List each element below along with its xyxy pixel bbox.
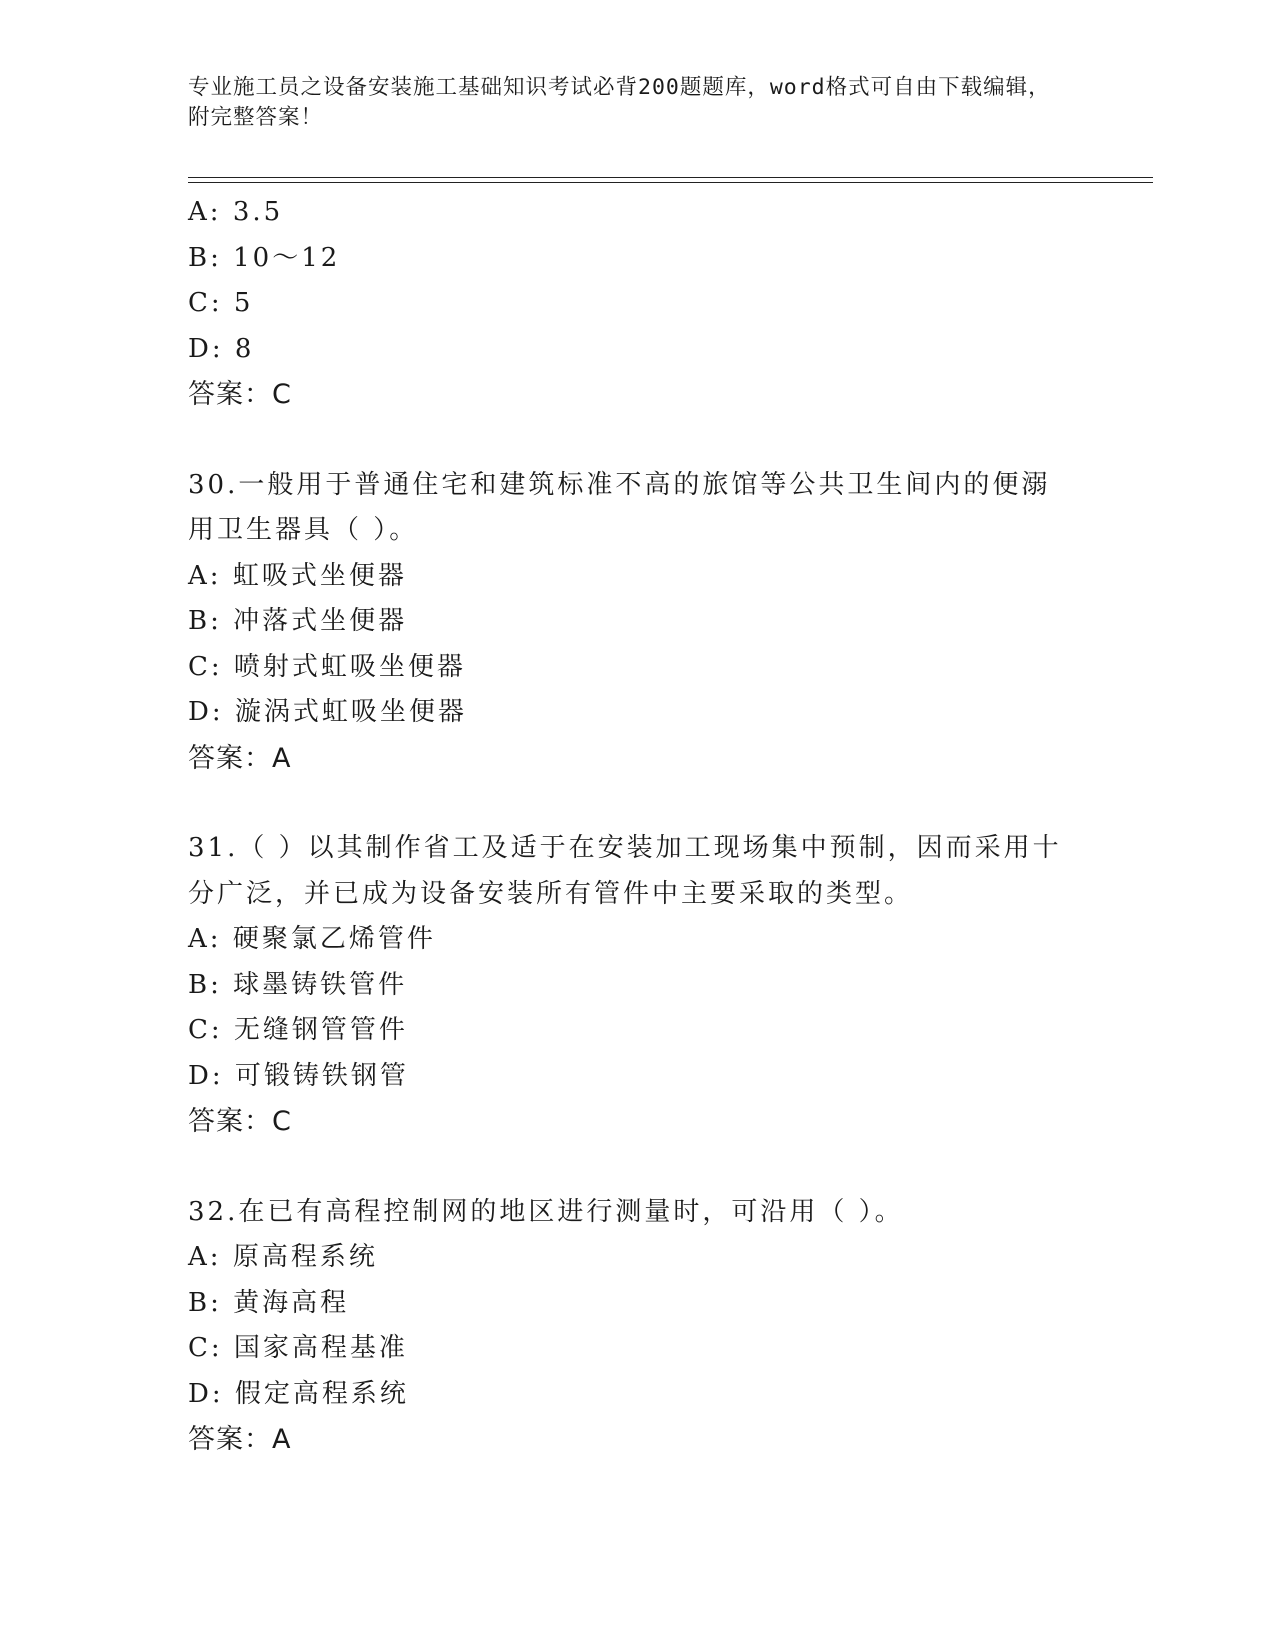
- question-block-31: [188, 826, 1068, 1145]
- option-a: A: 虹吸式坐便器: [188, 560, 407, 591]
- option-b: B: 冲落式坐便器: [188, 606, 408, 636]
- option-d: D: 漩涡式虹吸坐便器: [188, 697, 467, 727]
- option-c: C: 喷射式虹吸坐便器: [188, 651, 466, 682]
- answer-line: 答案：C: [188, 379, 292, 410]
- option-c: C: 国家高程基准: [188, 1333, 408, 1363]
- header-divider-top: [188, 177, 1153, 178]
- question-block-30: [188, 463, 1068, 782]
- question-block-prev: [188, 190, 1068, 418]
- option-b: B: 黄海高程: [188, 1287, 350, 1318]
- option-a: A: 硬聚氯乙烯管件: [188, 924, 436, 954]
- option-b: B: 10～12: [188, 242, 341, 273]
- question-stem: 30.一般用于普通住宅和建筑标准不高的旅馆等公共卫生间内的便溺用卫生器具（ ）。: [188, 469, 1051, 545]
- question-list: [188, 190, 1068, 1463]
- answer-line: 答案：C: [188, 1106, 292, 1137]
- option-c: C: 无缝钢管管件: [188, 1015, 408, 1045]
- question-stem: 32.在已有高程控制网的地区进行测量时，可沿用（ ）。: [188, 1196, 904, 1227]
- header-divider-bottom: [188, 182, 1153, 183]
- question-block-32: [188, 1190, 1068, 1463]
- option-d: D: 可锻铸铁钢管: [188, 1060, 409, 1091]
- option-d: D: 假定高程系统: [188, 1378, 409, 1409]
- document-header: 专业施工员之设备安装施工基础知识考试必背200题题库，word格式可自由下载编辑，附完整答案！: [188, 75, 1051, 130]
- option-a: A: 3.5: [188, 197, 284, 227]
- option-b: B: 球墨铸铁管件: [188, 969, 408, 1000]
- question-stem: 31.（ ）以其制作省工及适于在安装加工现场集中预制，因而采用十分广泛，并已成为设备安装所有管件中主要采取的类型。: [188, 833, 1062, 909]
- option-c: C: 5: [188, 288, 254, 318]
- option-a: A: 原高程系统: [188, 1242, 378, 1272]
- answer-line: 答案：A: [188, 742, 292, 774]
- option-d: D: 8: [188, 333, 255, 364]
- answer-line: 答案：A: [188, 1424, 292, 1455]
